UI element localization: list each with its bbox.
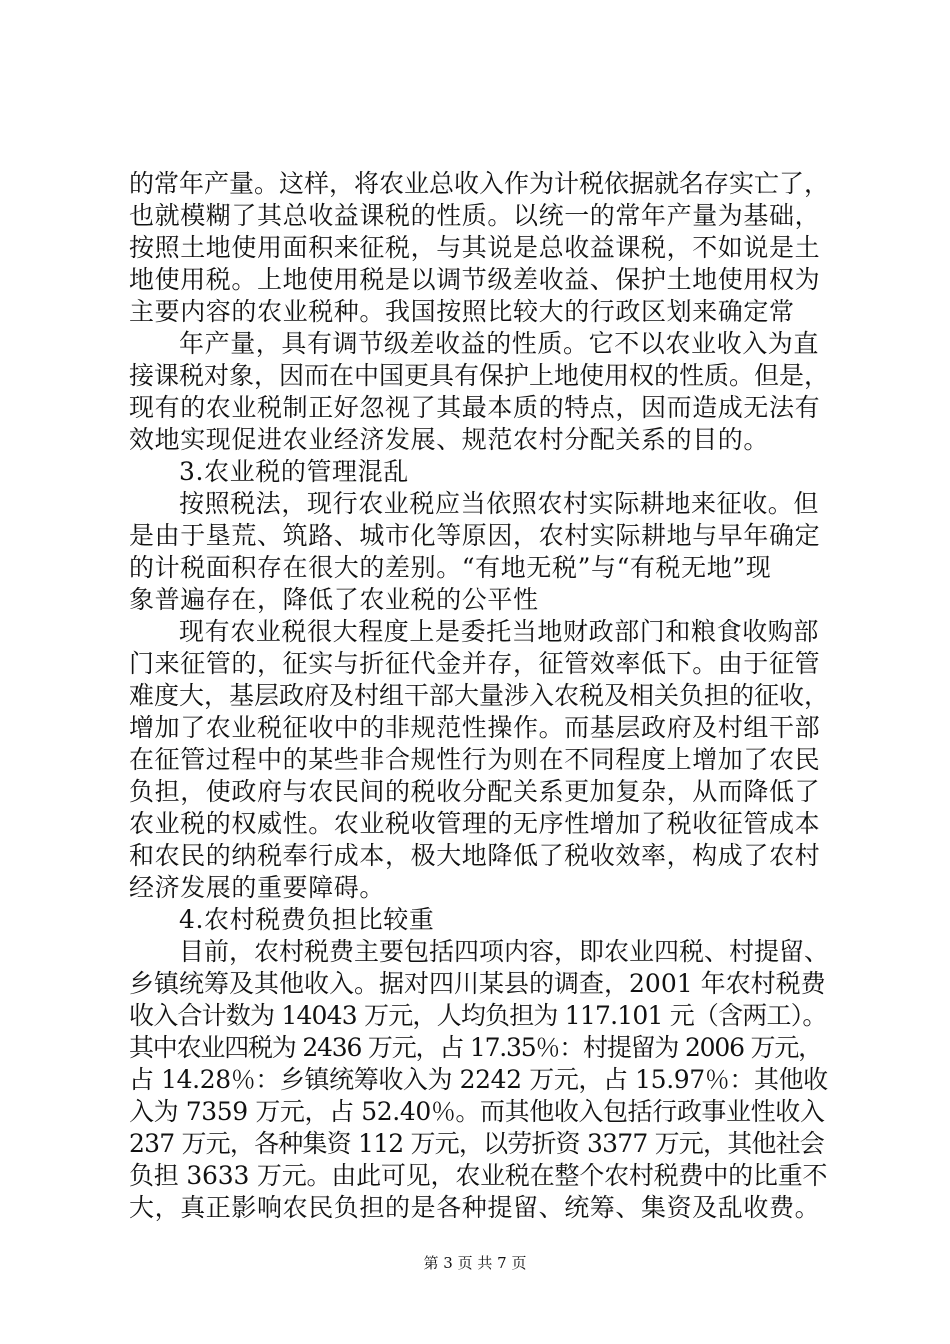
text-line: 的计税面积存在很大的差别。“有地无税”与“有税无地”现 — [129, 553, 772, 582]
text-line: 接课税对象，因而在中国更具有保护上地使用权的性质。但是， — [129, 361, 830, 390]
text-line: 难度大，基层政府及村组干部大量涉入农税及相关负担的征收， — [129, 681, 830, 710]
text-line: 现有的农业税制正好忽视了其最本质的特点，因而造成无法有 — [129, 393, 821, 422]
text-line: 按照税法，现行农业税应当依照农村实际耕地来征收。但 — [179, 489, 820, 518]
text-line: 现有农业税很大程度上是委托当地财政部门和粮食收购部 — [179, 617, 820, 646]
text-line: 象普遍存在，降低了农业税的公平性 — [129, 585, 539, 614]
text-line: 237 万元，各种集资 112 万元，以劳折资 3377 万元，其他社会 — [129, 1129, 824, 1158]
text-line: 经济发展的重要障碍。 — [129, 873, 386, 902]
text-line: 其中农业四税为 2436 万元，占 17.35％：村提留为 2006 万元， — [129, 1033, 822, 1062]
text-line: 负担 3633 万元。由此可见，农业税在整个农村税费中的比重不 — [129, 1161, 828, 1190]
text-line: 收入合计数为 14043 万元，人均负担为 117.101 元（含两工）。 — [129, 1001, 827, 1030]
text-line: 是由于垦荒、筑路、城市化等原因，农村实际耕地与早年确定 — [129, 521, 821, 550]
text-line: 大，真正影响农民负担的是各种提留、统筹、集资及乱收费。 — [129, 1193, 821, 1222]
text-line: 3.农业税的管理混乱 — [179, 457, 409, 486]
text-line: 效地实现促进农业经济发展、规范农村分配关系的目的。 — [129, 425, 770, 454]
text-line: 也就模糊了其总收益课税的性质。以统一的常年产量为基础， — [129, 201, 821, 230]
text-line: 在征管过程中的某些非合规性行为则在不同程度上增加了农民 — [129, 745, 821, 774]
text-line: 地使用税。上地使用税是以调节级差收益、保护土地使用权为 — [129, 265, 821, 294]
text-line: 入为 7359 万元，占 52.40％。而其他收入包括行政事业性收入 — [129, 1097, 825, 1126]
text-line: 年产量，具有调节级差收益的性质。它不以农业收入为直 — [179, 329, 820, 358]
page-number: 第 3 页 共 7 页 — [423, 1254, 527, 1272]
text-line: 门来征管的，征实与折征代金并存，征管效率低下。由于征管 — [129, 649, 821, 678]
text-line: 的常年产量。这样，将农业总收入作为计税依据就名存实亡了， — [129, 169, 830, 198]
text-line: 负担，使政府与农民间的税收分配关系更加复杂，从而降低了 — [129, 777, 821, 806]
text-line: 目前，农村税费主要包括四项内容，即农业四税、村提留、 — [179, 937, 830, 966]
text-line: 和农民的纳税奉行成本，极大地降低了税收效率，构成了农村 — [129, 841, 821, 870]
text-line: 4.农村税费负担比较重 — [179, 905, 435, 934]
text-line: 主要内容的农业税种。我国按照比较大的行政区划来确定常 — [129, 297, 795, 326]
text-line: 乡镇统筹及其他收入。据对四川某县的调查，2001 年农村税费 — [129, 969, 826, 998]
text-line: 农业税的权威性。农业税收管理的无序性增加了税收征管成本 — [129, 809, 821, 838]
text-line: 占 14.28％：乡镇统筹收入为 2242 万元，占 15.97％：其他收 — [129, 1065, 828, 1094]
text-line: 按照土地使用面积来征税，与其说是总收益课税，不如说是土 — [129, 233, 821, 262]
document-body — [129, 168, 829, 1224]
page-footer — [0, 1253, 950, 1273]
text-line: 增加了农业税征收中的非规范性操作。而基层政府及村组干部 — [129, 713, 821, 742]
